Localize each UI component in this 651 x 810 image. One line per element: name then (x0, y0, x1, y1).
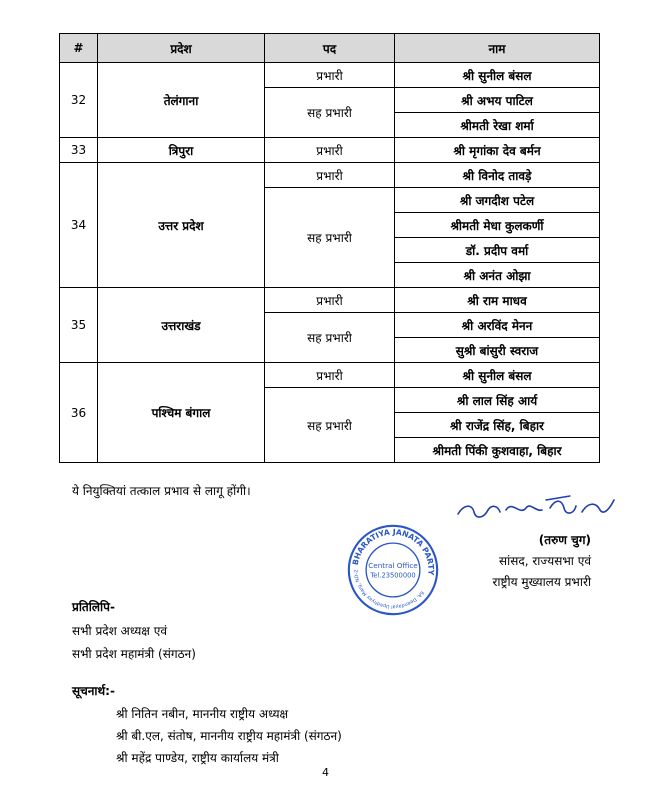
row-number: 35 (60, 288, 98, 363)
signatory-designation-1: सांसद, राज्यसभा एवं (499, 554, 591, 568)
post-cell: सह प्रभारी (265, 188, 395, 288)
row-number: 33 (60, 138, 98, 163)
post-cell: प्रभारी (265, 163, 395, 188)
party-seal-stamp (345, 522, 441, 618)
state-name: तेलंगाना (98, 63, 265, 138)
person-name: श्री अभय पाटिल (395, 88, 600, 113)
person-name: श्री अरविंद मेनन (395, 313, 600, 338)
person-name: श्री राजेंद्र सिंह, बिहार (395, 413, 600, 438)
header-name: नाम (395, 34, 600, 63)
state-name: उत्तर प्रदेश (98, 163, 265, 288)
person-name: श्री विनोद तावड़े (395, 163, 600, 188)
post-cell: प्रभारी (265, 138, 395, 163)
table-row (60, 138, 600, 163)
row-number: 34 (60, 163, 98, 288)
post-cell: सह प्रभारी (265, 388, 395, 463)
seal-office-label: Central Office (368, 561, 418, 571)
person-name: श्रीमती रेखा शर्मा (395, 113, 600, 138)
state-name: पश्चिम बंगाल (98, 363, 265, 463)
person-name: श्रीमती पिंकी कुशवाहा, बिहार (395, 438, 600, 463)
person-name: श्री मृगांका देव बर्मन (395, 138, 600, 163)
signatory-block (493, 530, 591, 593)
header-state: प्रदेश (98, 34, 265, 63)
page-number: 4 (322, 766, 329, 779)
person-name: श्री सुनील बंसल (395, 63, 600, 88)
seal-phone: Tel.23500000 (370, 571, 416, 580)
table-row (60, 163, 600, 188)
person-name: डॉ. प्रदीप वर्मा (395, 238, 600, 263)
copy-title: प्रतिलिपि- (72, 600, 115, 614)
copy-line: सभी प्रदेश महामंत्री (संगठन) (72, 647, 196, 661)
row-number: 36 (60, 363, 98, 463)
post-cell: सह प्रभारी (265, 313, 395, 363)
post-cell: प्रभारी (265, 288, 395, 313)
table-row (60, 363, 600, 388)
person-name: श्री सुनील बंसल (395, 363, 600, 388)
person-name: श्री लाल सिंह आर्य (395, 388, 600, 413)
appointments-table (59, 33, 600, 463)
person-name: श्री अनंत ओझा (395, 263, 600, 288)
signatory-name: (तरुण चुग) (538, 533, 591, 547)
post-cell: प्रभारी (265, 363, 395, 388)
effect-note: ये नियुक्तियां तत्काल प्रभाव से लागू होंगी। (72, 484, 251, 498)
row-number: 32 (60, 63, 98, 138)
info-line: श्री महेंद्र पाण्डेय, राष्ट्रीय कार्यालय मंत्री (116, 751, 279, 765)
table-header-row (60, 34, 600, 63)
header-post: पद (265, 34, 395, 63)
seal-address: 6A, Deendayal Upadhyay Marg, ND-2 (354, 569, 425, 609)
post-cell: प्रभारी (265, 63, 395, 88)
person-name: श्री जगदीश पटेल (395, 188, 600, 213)
info-line: श्री नितिन नबीन, माननीय राष्ट्रीय अध्यक्ष (116, 707, 289, 721)
info-title: सूचनार्थ:- (72, 684, 115, 698)
person-name: सुश्री बांसुरी स्वराज (395, 338, 600, 363)
state-name: त्रिपुरा (98, 138, 265, 163)
table-row (60, 63, 600, 88)
header-number: # (60, 34, 98, 63)
info-line: श्री बी.एल, संतोष, माननीय राष्ट्रीय महामंत्री (संगठन) (116, 729, 342, 743)
signatory-designation-2: राष्ट्रीय मुख्यालय प्रभारी (492, 575, 591, 589)
post-cell: सह प्रभारी (265, 88, 395, 138)
person-name: श्रीमती मेधा कुलकर्णी (395, 213, 600, 238)
copy-line: सभी प्रदेश अध्यक्ष एवं (72, 624, 168, 638)
person-name: श्री राम माधव (395, 288, 600, 313)
state-name: उत्तराखंड (98, 288, 265, 363)
handwritten-signature (450, 490, 630, 530)
table-row (60, 288, 600, 313)
seal-party-name: BHARATIYA JANATA PARTY (350, 527, 436, 576)
